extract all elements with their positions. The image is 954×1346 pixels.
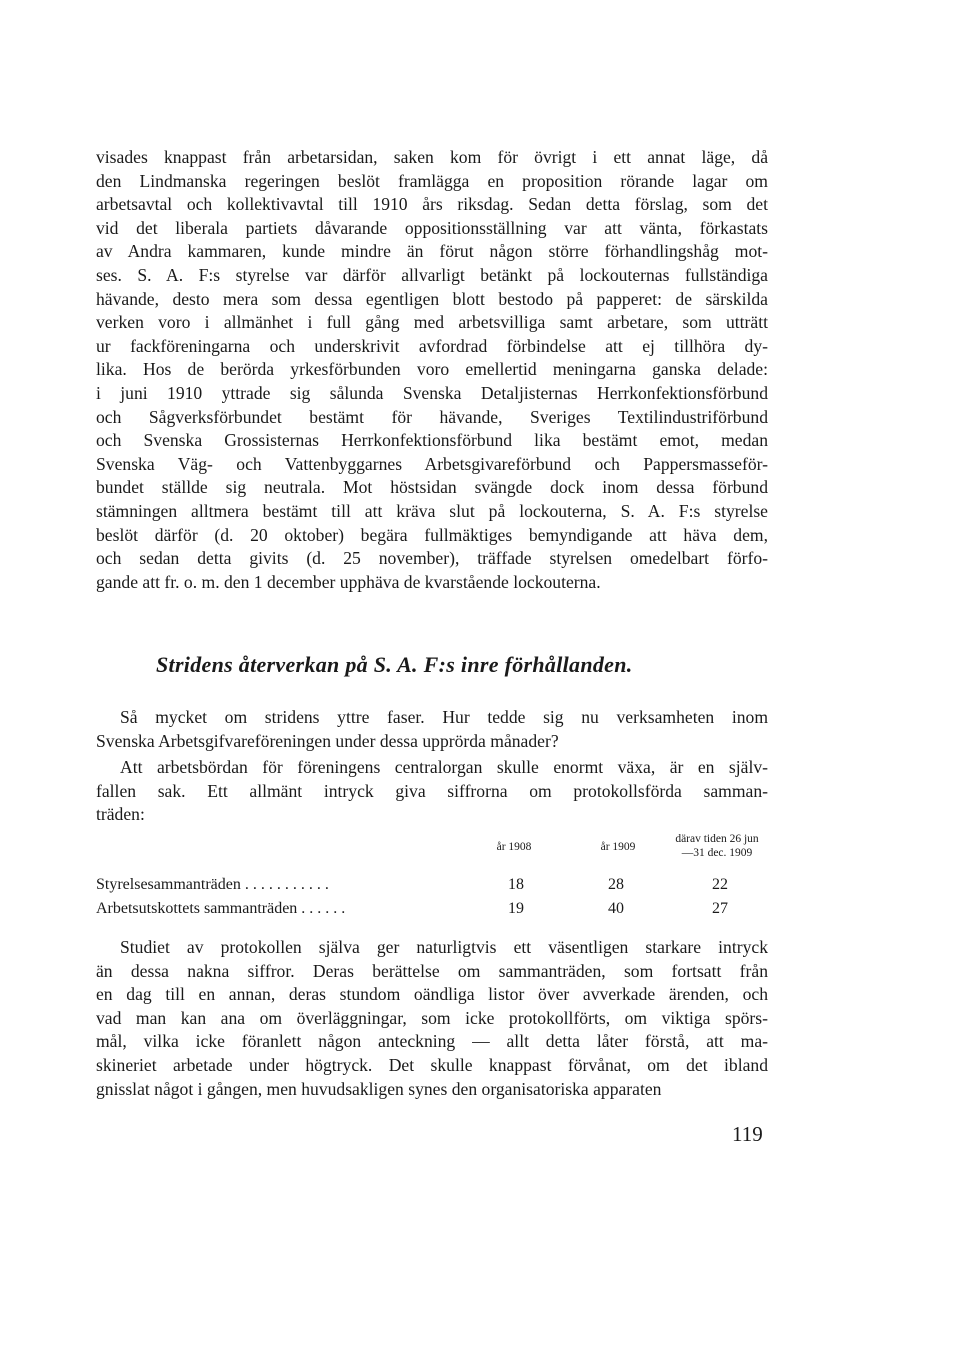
text-line: vad man kan ana om överläggningar, som icke protokollförts, om viktiga spörs- (96, 1007, 768, 1028)
text-line: träden: (96, 804, 145, 825)
text-line: Studiet av protokollen själva ger naturligtvis ett väsentligen starkare intryck (120, 937, 768, 957)
cell-period: 27 (712, 900, 728, 917)
text-line: gande att fr. o. m. den 1 december upphäva de kvarstående lockouterna. (96, 571, 601, 592)
paragraph-2 (96, 706, 768, 753)
table-row (96, 876, 776, 898)
row-label: Styrelsesammanträden . . . . . . . . . . . (96, 876, 329, 893)
text-line: den Lindmanska regeringen beslöt framlägga en proposition rörande lagar om (96, 170, 768, 191)
text-line: och sedan detta givits (d. 25 november), träffade styrelsen omedelbart förfo- (96, 548, 768, 569)
text-line: visades knappast från arbetarsidan, saken kom för övrigt i ett annat läge, då (96, 147, 768, 167)
text-line: mål, vilka icke föranlett någon anteckning — allt detta låter förstå, att ma- (96, 1031, 768, 1052)
text-line: en dag till en annan, deras stundom oändliga listor över avverkade ärenden, och (96, 984, 768, 1005)
section-heading: Stridens återverkan på S. A. F:s inre förhållanden. (156, 652, 633, 677)
text-line: och Sågverksförbundet bestämt för hävande, Sveriges Textilindustriförbund (96, 406, 768, 427)
paragraph-1 (96, 146, 768, 594)
text-line: vid det liberala partiets dåvarande oppositionsställning var att vänta, förkastats (96, 217, 768, 238)
paragraph-3 (96, 756, 768, 827)
text-line: arbetsavtal och kollektivavtal till 1910 års riksdag. Sedan detta förslag, som det (96, 194, 768, 215)
cell-1909: 40 (608, 900, 624, 917)
text-line: stämningen alltmera bestämt till att kräva slut på lockouterna, S. A. F:s styrelse (96, 500, 768, 521)
table-row (96, 900, 776, 922)
table-header-1909: år 1909 (600, 841, 636, 853)
page-number: 119 (732, 1122, 763, 1146)
text-line: Svenska Arbetsgifvareföreningen under dessa upprörda månader? (96, 730, 559, 751)
text-line: i juni 1910 yttrade sig sålunda Svenska Detaljisternas Herrkonfektionsförbund (96, 382, 768, 403)
cell-period: 22 (712, 876, 728, 893)
table-header-period-line2: —31 dec. 1909 (681, 847, 753, 859)
table-header-period (662, 832, 772, 860)
text-line: Att arbetsbördan för föreningens centralorgan skulle enormt växa, är en själv- (120, 757, 768, 777)
paragraph-4 (96, 936, 768, 1101)
text-line: verken voro i allmänhet i full gång med arbetsvilliga samt arbetare, som utträtt (96, 312, 768, 333)
text-line: ses. S. A. F:s styrelse var därför allvarligt betänkt på lockouternas fullständiga (96, 264, 768, 285)
text-line: av Andra kammaren, kunde mindre än förut någon större förhandlingshåg mot- (96, 241, 768, 262)
text-line: lika. Hos de berörda yrkesförbunden voro emellertid meningarna ganska delade: (96, 359, 768, 380)
text-line: bundet ställde sig neutrala. Mot höstsidan svängde dock inom dessa förbund (96, 477, 768, 498)
table-header-1908: år 1908 (496, 841, 532, 853)
cell-1908: 19 (508, 900, 524, 917)
text-line: än dessa nakna siffror. Deras berättelse om sammanträden, som fortsatt från (96, 960, 768, 981)
text-line: fallen sak. Ett allmänt intryck giva siffrorna om protokollsförda samman- (96, 780, 768, 801)
text-line: Så mycket om stridens yttre faser. Hur tedde sig nu verksamheten inom (120, 707, 768, 727)
text-line: Svenska Väg- och Vattenbyggarnes Arbetsgivareförbund och Pappersmasseför- (96, 453, 768, 474)
text-line: skineriet arbetade under högtryck. Det skulle knappast förvånat, om det ibland (96, 1054, 768, 1075)
text-line: beslöt därför (d. 20 oktober) begära fullmäktiges bemyndigande att häva dem, (96, 524, 768, 545)
cell-1908: 18 (508, 876, 524, 893)
text-line: hävande, desto mera som dessa egentligen blott bestodo på papperet: de särskilda (96, 288, 768, 309)
text-line: och Svenska Grossisternas Herrkonfektionsförbund lika bestämt emot, medan (96, 430, 768, 451)
row-label: Arbetsutskottets sammanträden . . . . . . (96, 900, 346, 917)
text-line: gnisslat något i gången, men huvudsakligen synes den organisatoriska apparaten (96, 1078, 662, 1099)
table-header-period-line1: därav tiden 26 jun (675, 833, 759, 845)
text-line: ur fackföreningarna och underskrivit avfordrad förbindelse att ej tillhöra dy- (96, 335, 768, 356)
cell-1909: 28 (608, 876, 624, 893)
